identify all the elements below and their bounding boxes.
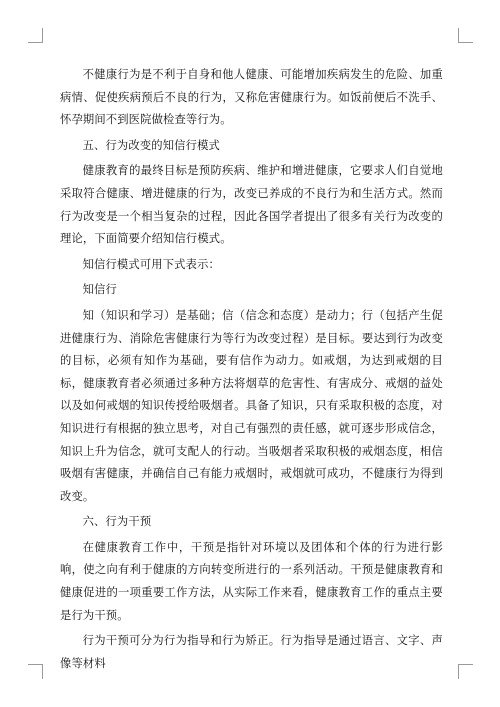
paragraph-kap-formula-intro: 知信行模式可用下式表示： — [82, 257, 220, 271]
document-body — [60, 64, 443, 678]
crop-mark-top-right — [458, 28, 473, 43]
crop-mark-bottom-left — [28, 664, 43, 679]
crop-mark-bottom-right — [458, 664, 473, 679]
paragraph-intervention-types: 行为干预可分为行为指导和行为矫正。行为指导是通过语言、文字、声像等材料 — [60, 634, 443, 670]
crop-mark-top-left — [28, 28, 43, 43]
paragraph-unhealthy-behavior: 不健康行为是不利于自身和他人健康、可能增加疾病发生的危险、加重病情、促使疾病预后不良的行为，又称危害健康行为。如饭前便后不洗手、怀孕期间不到医院做检查等行为。 — [60, 68, 443, 127]
section-heading-kap-model: 五、行为改变的知信行模式 — [82, 138, 220, 152]
paragraph-health-education-goal: 健康教育的最终目标是预防疾病、维护和增进健康，它要求人们自觉地采取符合健康、增进健康的行为，改变已养成的不良行为和生活方式。然而行为改变是一个相当复杂的过程，因此各国学者提出了很多有关行为改变的理论，下面简要介绍知信行模式。 — [60, 164, 443, 246]
paragraph-kap-formula: 知信行 — [82, 283, 117, 297]
section-heading-behavior-intervention: 六、行为干预 — [82, 515, 152, 529]
paragraph-intervention-definition: 在健康教育工作中，干预是指针对环境以及团体和个体的行为进行影响，使之向有利于健康的方向转变所进行的一系列活动。干预是健康教育和健康促进的一项重要工作方法，从实际工作来看，健康教育工作的重点主要是行为干预。 — [60, 540, 443, 622]
paragraph-kap-explanation: 知（知识和学习）是基础；信（信念和态度）是动力；行（包括产生促进健康行为、消除危害健康行为等行为改变过程）是目标。要达到行为改变的目标，必须有知作为基础，要有信作为动力。如戒烟，为达到戒烟的目标，健康教育者必须通过多种方法将烟草的危害性、有害成分、戒烟的益处以及如何戒烟的知识传授给吸烟者。具备了知识，只有采取积极的态度，对知识进行有根据的独立思考，对自己有强烈的责任感，就可逐步形成信念，知识上升为信念，就可支配人的行动。当吸烟者采取积极的戒烟态度，相信吸烟有害健康，并确信自己有能力戒烟时，戒烟就可成功，不健康行为得到改变。 — [60, 308, 443, 503]
